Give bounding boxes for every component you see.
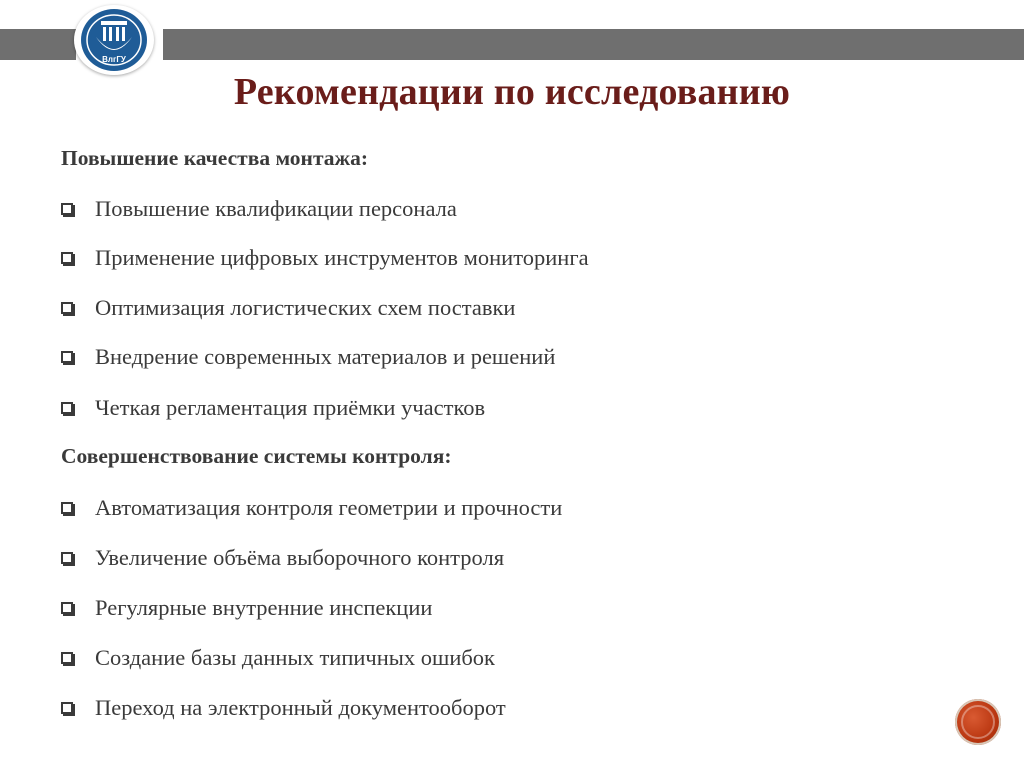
list-item-text: Четкая регламентация приёмки участков <box>95 395 486 420</box>
list-item-text: Внедрение современных материалов и решений <box>95 344 556 369</box>
header-bar-right <box>163 29 1024 60</box>
list-item <box>61 395 485 421</box>
section-heading: Повышение качества монтажа: <box>61 146 369 170</box>
checkbox-icon <box>61 351 73 363</box>
list-item-text: Создание базы данных типичных ошибок <box>95 645 495 670</box>
university-logo <box>74 5 154 75</box>
slide-title: Рекомендации по исследованию <box>233 71 791 113</box>
checkbox-icon <box>61 203 73 215</box>
list-item-text: Регулярные внутренние инспекции <box>95 595 433 620</box>
checkbox-icon <box>61 502 73 514</box>
list-item <box>61 545 504 571</box>
list-item <box>61 595 432 621</box>
checkbox-icon <box>61 252 73 264</box>
list-item <box>61 344 555 370</box>
list-item-text: Оптимизация логистических схем поставки <box>95 295 516 320</box>
list-item-text: Применение цифровых инструментов мониторинга <box>95 245 589 270</box>
list-item-text: Повышение квалификации персонала <box>95 196 457 221</box>
section-heading: Совершенствование системы контроля: <box>61 444 452 468</box>
list-item <box>61 495 562 521</box>
list-item <box>61 245 589 271</box>
checkbox-icon <box>61 402 73 414</box>
corner-mark-icon <box>955 699 1001 745</box>
list-item <box>61 645 495 671</box>
checkbox-icon <box>61 602 73 614</box>
list-item <box>61 196 457 222</box>
checkbox-icon <box>61 652 73 664</box>
header-bar-left <box>0 29 76 60</box>
checkbox-icon <box>61 302 73 314</box>
checkbox-icon <box>61 702 73 714</box>
checkbox-icon <box>61 552 73 564</box>
list-item-text: Переход на электронный документооборот <box>95 695 506 720</box>
list-item-text: Увеличение объёма выборочного контроля <box>95 545 505 570</box>
list-item-text: Автоматизация контроля геометрии и прочности <box>95 495 563 520</box>
logo-text: ВлгГУ <box>102 55 126 64</box>
list-item <box>61 295 515 321</box>
list-item <box>61 695 506 721</box>
